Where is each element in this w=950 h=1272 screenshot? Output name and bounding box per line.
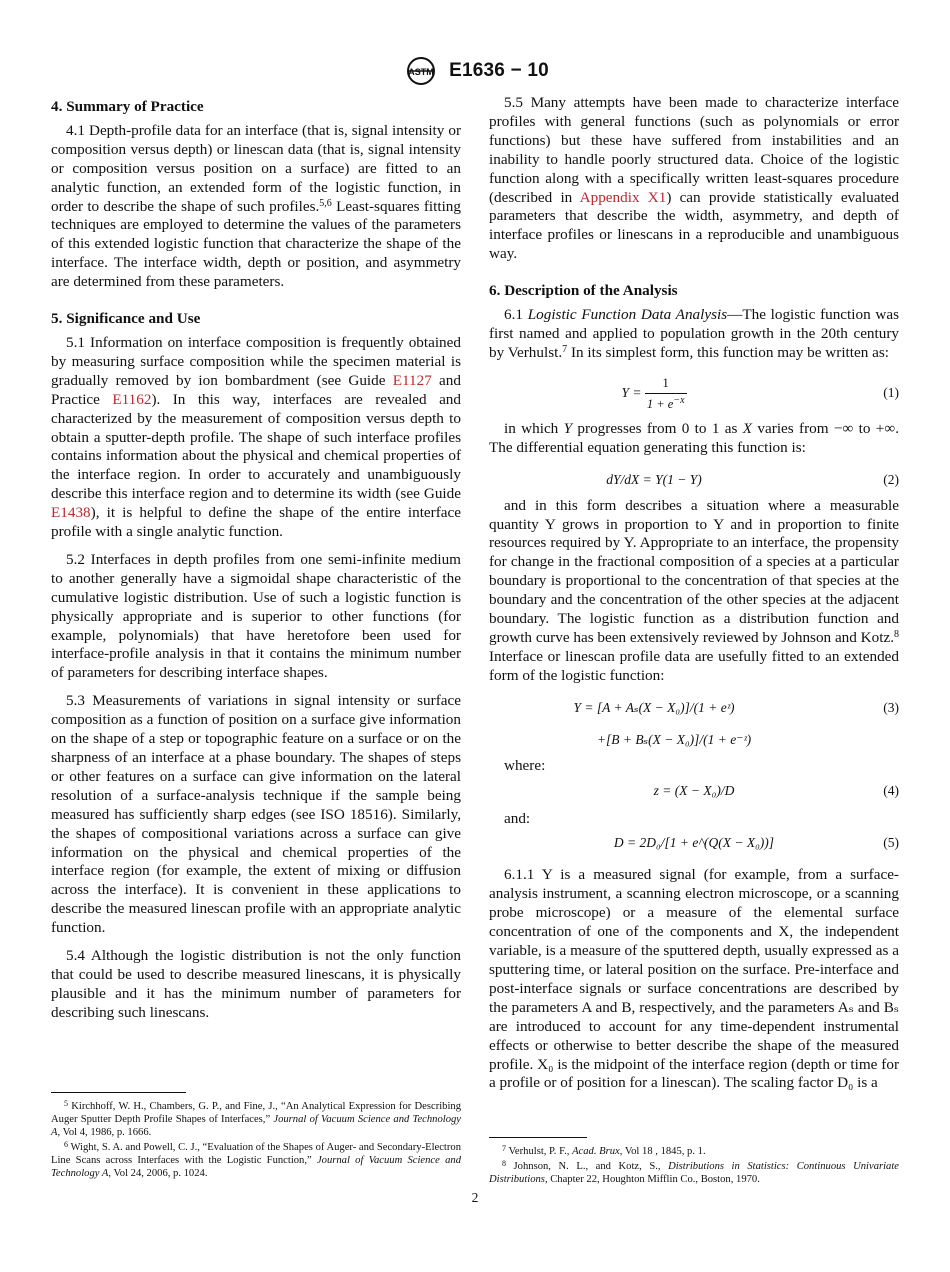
link-e1438[interactable]: E1438 — [51, 504, 91, 522]
page-header — [0, 56, 950, 86]
paragraph-5-2: 5.2 Interfaces in depth profiles from one semi-infinite medium to another generally have a sigmoidal shape characteristic of the cumulative logistic distribution. Use of such a logistic function is physically appropriate and is superior to other functions (for example, polynomials) that have heretofore been used for interface-profile analysis in that it contains the minimum number of parameters for describing interface shapes. — [51, 550, 461, 682]
svg-text:ASTM: ASTM — [408, 67, 434, 77]
equation-5-number: (5) — [883, 835, 899, 851]
equation-2: dY/dX = Y(1 − Y) (2) — [489, 467, 899, 491]
footnote-ref-8[interactable]: 8 — [894, 628, 899, 640]
footnote-8: $^8$ Johnson, N. L., and Kotz, S., Distributions in Statistics: Continuous Univariate Distributions, Chapter 22, Houghton Mifflin Co., Boston, 1970. — [489, 1159, 900, 1185]
footnote-ref-5-6[interactable]: 5,6 — [319, 197, 332, 209]
footnote-6: $^6$ Wight, S. A. and Powell, C. J., “Evaluation of the Shapes of Auger- and Secondary-Electron Line Scans across Interfaces with the Logistic Function,” Journal of Vacuum Science and Technology A, Vol 24, 2006, p. 1024. — [51, 1140, 461, 1179]
paragraph-5-5: 5.5 Many attempts have been made to characterize interface profiles with general functions (such as polynomials or error functions) but these have suffered from instabilities and an inability to handle poorly structured data. Choice of the logistic function along with a specifically written least-squares procedure (described in Appendix X1) can provide statistically evaluated parameters that describe the width, asymmetry, and depth of interface profiles or linescans in a reproducible and unambiguous way. — [489, 94, 900, 263]
left-column — [51, 94, 461, 1032]
footnote-rule — [489, 1137, 587, 1138]
section-4-title: 4. Summary of Practice — [51, 98, 204, 115]
footnote-ref-7[interactable]: 7 — [562, 343, 568, 355]
equation-3b: +[B + Bₛ(X − X₀)]/(1 + e⁻ᶻ) — [596, 731, 752, 747]
section-5-title: 5. Significance and Use — [51, 310, 201, 328]
footnote-7: $^7$ Verhulst, P. F., Acad. Brux, Vol 18 , 1845, p. 1. — [502, 1144, 706, 1157]
and-label: and: — [504, 809, 531, 827]
paragraph-5-3: 5.3 Measurements of variations in signal intensity or surface composition as a function of position on a surface give information on the shape of a step or topographic feature on a surface or on the sharpness of an interface at a phase boundary. The shapes of steps or other features on a surface can give information on the lateral resolution of a surface-analysis technique if the sample being measured has sufficiently sharp edges (see ISO 18516). Similarly, the shapes of compositional variations across a surface can give information on the physical and chemical properties of the interface region (for example, the extent of mixing or diffusion across the interface). It is convenient in these applications to describe the measured linescan profile with an appropriate analytic function. — [51, 692, 461, 937]
equation-4-number: (4) — [883, 782, 899, 798]
equation-3a: Y = [A + Aₛ(X − X₀)]/(1 + eᶻ) (3) — [489, 695, 899, 721]
standard-designation: E1636 − 10 — [449, 60, 549, 81]
paragraph-6-1: 6.1 Logistic Function Data Analysis—The logistic function was first named and applied to population growth in the 20th century by Verhulst.$^7$ In its simplest form, this function may be written as: — [489, 306, 899, 361]
right-footnotes — [489, 1137, 899, 1188]
equation-4: z = (X − X₀)/D (4) — [489, 778, 899, 804]
paragraph-5-4: 5.4 Although the logistic distribution is not the only function that could be used to describe measured linescans, it is physically plausible and it has the minimum number of parameters for describing such linescans. — [51, 947, 461, 1021]
link-appendix-x1[interactable]: Appendix X1 — [579, 188, 667, 206]
right-column — [489, 94, 899, 1102]
astm-logo-icon — [401, 56, 441, 86]
paragraph-6-1-1: 6.1.1 Y is a measured signal (for example, from a surface-analysis instrument, a scanning electron microscope, or a scanning probe microscope) or a measure of the elemental surface concentration of one of the components and X, the independent variable, is a measure of the sputtered depth, usually expressed as a sputtering time, or lateral position on the surface. Pre-interface and post-interface signals or surface concentrations are described by the parameters A and B, respectively, and the parameters Aₛ and Bₛ are introduced to account for any time-dependent instrumental effects or otherwise to better describe the shape of the measured profile. X₀ is the midpoint of the interface region (depth or time for a profile or of position for a linescan). The scaling factor D₀ is a — [489, 866, 899, 1092]
section-6-title: 6. Description of the Analysis — [489, 282, 678, 300]
equation-1: Y = $\frac{1}{1 + e^{-x}}$ (1) — [621, 375, 899, 411]
link-e1127[interactable]: E1127 — [392, 371, 432, 389]
paragraph-4-1: 4.1 Depth-profile data for an interface (that is, signal intensity or composition versus depth) or linescan data (that is, signal intensity or composition versus position on a surface) are fitted to an analytic function, an extended form of the logistic function, in order to describe the shape of such profiles.$^{5,6}$ Least-squares fitting techniques are employed to determine the values of the parameters of this extended logistic function that characterize the shape of the interface. The interface width, depth or position, and asymmetry are determined from these parameters. — [51, 121, 461, 291]
paragraph-after-eq1: in which Y progresses from 0 to 1 as X varies from −∞ to +∞. The differential equation generating this function is: — [489, 419, 899, 456]
paragraph-5-1: 5.1 Information on interface composition is frequently obtained by measuring surface composition while the specimen material is gradually removed by ion bombardment (see Guide E1127 and Practice E1162). In this way, interfaces are revealed and characterized by the measurement of composition versus depth to obtain a sputter-depth profile. The shape of such interface profiles contains information about the physical and chemical properties of the interface region. In order to accurately and unambiguously describe this interface region and to determine its width (see Guide E1438), it is helpful to define the shape of the entire interface profile with a single analytic function. — [51, 333, 461, 541]
link-e1162[interactable]: E1162 — [112, 390, 152, 408]
equation-3-number: (3) — [883, 699, 899, 715]
where-label: where: — [504, 756, 546, 774]
page-number: 2 — [471, 1190, 479, 1205]
paragraph-after-eq2: and in this form describes a situation where a measurable quantity Y grows in proportion to Y and in proportion to finite resources required by Y. Appropriate to an interface, the propensity for change in the fractional composition of a species at a particular boundary is proportional to the concentration of that species at the boundary and the concentration of the other species at the adjacent boundary. The logistic function as a distribution function and growth curve has been extensively reviewed by Johnson and Kotz.$^8$ Interface or linescan profile data are usefully fitted to an extended form of the logistic function: — [489, 496, 899, 684]
equation-2-number: (2) — [883, 471, 899, 487]
footnote-rule — [51, 1092, 186, 1093]
equation-5: D = 2D₀/[1 + e^(Q(X − X₀))] (5) — [489, 830, 899, 860]
left-footnotes — [51, 1092, 461, 1182]
footnote-5: $^5$ Kirchhoff, W. H., Chambers, G. P., and Fine, J., “An Analytical Expression for Describing Auger Sputter Depth Profile Shapes of Interfaces,” Journal of Vacuum Science and Technology A, Vol 4, 1986, p. 1666. — [51, 1099, 461, 1138]
equation-1-number: (1) — [883, 384, 899, 400]
